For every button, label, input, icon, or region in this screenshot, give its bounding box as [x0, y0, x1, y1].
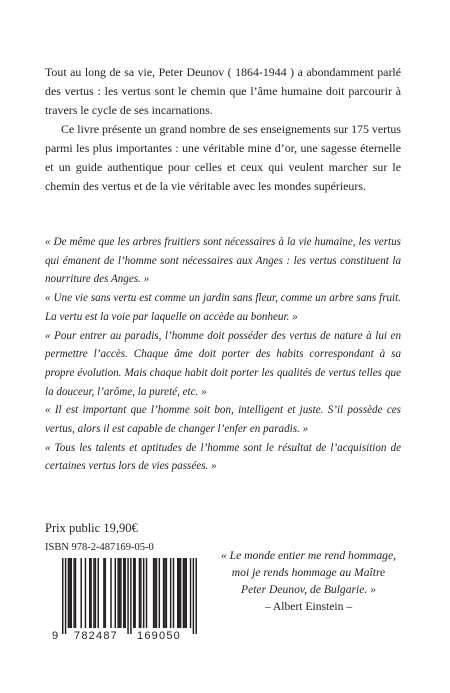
barcode-bar	[110, 558, 111, 628]
barcode-bar	[115, 558, 116, 628]
barcode-bar	[153, 558, 154, 628]
quote-3: « Pour entrer au paradis, l’homme doit posséder des vertus de nature à lui en permettre l’accès. Chaque âme doit porter des habits correspondant à sa propre évolution. Mais chaque habit doit porter les qualités de vertus telles que la douceur, l’arôme, la pureté, etc. »	[45, 329, 401, 398]
barcode-bar	[123, 558, 124, 628]
barcode-bar	[180, 558, 181, 628]
barcode-bar	[193, 558, 194, 634]
barcode-bar	[71, 558, 72, 628]
barcode-bar	[89, 558, 90, 628]
barcode-bar	[140, 558, 141, 628]
barcode-bar	[166, 558, 167, 628]
barcode-bar	[75, 558, 76, 628]
barcode-bar	[95, 558, 96, 628]
barcode-bar	[173, 558, 174, 628]
epigraph-author: – Albert Einstein –	[264, 600, 353, 613]
price-label: Prix public 19,90€	[45, 521, 138, 535]
barcode-bar	[127, 558, 128, 634]
barcode-bar	[195, 558, 196, 634]
barcode	[49, 558, 199, 642]
isbn-label: ISBN 978-2-487169-05-0	[45, 542, 154, 553]
barcode-bar	[130, 558, 131, 634]
barcode-bar	[184, 558, 185, 628]
barcode-bar	[146, 558, 147, 628]
barcode-bar	[134, 558, 135, 628]
quote-2: « Une vie sans vertu est comme un jardin sans fleur, comme un arbre sans fruit. La vertu est la voie par laquelle on accède au bonheur. »	[45, 292, 401, 323]
barcode-bar	[186, 558, 187, 628]
barcode-digits-right: 169050	[137, 630, 181, 642]
barcode-digit-first: 9	[52, 630, 59, 642]
intro-paragraph-1: Tout au long de sa vie, Peter Deunov ( 1864-1944 ) a abondamment parlé des vertus : les vertus sont le chemin que l’âme humaine doit parcourir à travers le cycle de ses incarnations.	[45, 65, 401, 117]
barcode-digits-left: 782487	[74, 630, 118, 642]
quote-4: « Il est important que l’homme soit bon, intelligent et juste. S’il possède ces vertus, alors il est capable de changer l’enfer en paradis. »	[45, 404, 401, 436]
epigraph-line-3: Peter Deunov, de Bulgarie. »	[240, 583, 376, 596]
barcode-bar	[178, 558, 179, 628]
barcode-bar	[68, 558, 69, 628]
barcode-bar	[164, 558, 165, 628]
barcode-bar	[62, 558, 63, 634]
epigraph	[210, 547, 407, 615]
barcode-bar	[154, 558, 155, 628]
barcode-bar	[90, 558, 91, 628]
barcode-bar	[98, 558, 99, 628]
barcode-bar	[69, 558, 70, 628]
barcode-bar	[80, 558, 81, 628]
barcode-bar	[163, 558, 164, 628]
barcode-bar	[177, 558, 178, 628]
barcode-bar	[124, 558, 125, 628]
intro-paragraph-2: Ce livre présente un grand nombre de ses enseignements sur 175 vertus parmi les plus importantes : une véritable mine d’or, une sagesse éternelle et un guide authentique pour celles et ceux qui veulent marcher sur le chemin des vertus et de la vie véritable avec les mondes supérieurs.	[45, 122, 401, 193]
barcode-bar	[103, 558, 104, 628]
barcode-bar	[143, 558, 144, 628]
barcode-bars	[62, 558, 197, 634]
barcode-bar	[170, 558, 171, 628]
barcode-bar	[133, 558, 134, 628]
barcode-bar	[93, 558, 94, 628]
quote-5: « Tous les talents et aptitudes de l’homme sont le résultat de l’acquisition de certaines vertus lors de vies passées. »	[45, 441, 401, 473]
barcode-bar	[65, 558, 66, 634]
barcode-image	[49, 558, 199, 642]
quotes-section	[45, 233, 401, 476]
barcode-bar	[139, 558, 140, 628]
barcode-bar	[105, 558, 106, 628]
barcode-bar	[183, 558, 184, 628]
barcode-bar	[117, 558, 118, 628]
intro-text	[45, 63, 401, 196]
barcode-bar	[190, 558, 191, 628]
barcode-bar	[73, 558, 74, 628]
epigraph-line-2: moi je rends hommage au Maître	[231, 566, 386, 579]
barcode-bar	[120, 558, 121, 628]
epigraph-line-1: « Le monde entier me rend hommage,	[220, 549, 397, 562]
quote-1: « De même que les arbres fruitiers sont nécessaires à la vie humaine, les vertus qui émanent de l’homme sont nécessaires aux Anges : les vertus constituent la nourriture des Anges. »	[45, 236, 401, 286]
barcode-bar	[85, 558, 86, 628]
barcode-bar	[119, 558, 120, 628]
barcode-bar	[159, 558, 160, 628]
barcode-bar	[156, 558, 157, 628]
